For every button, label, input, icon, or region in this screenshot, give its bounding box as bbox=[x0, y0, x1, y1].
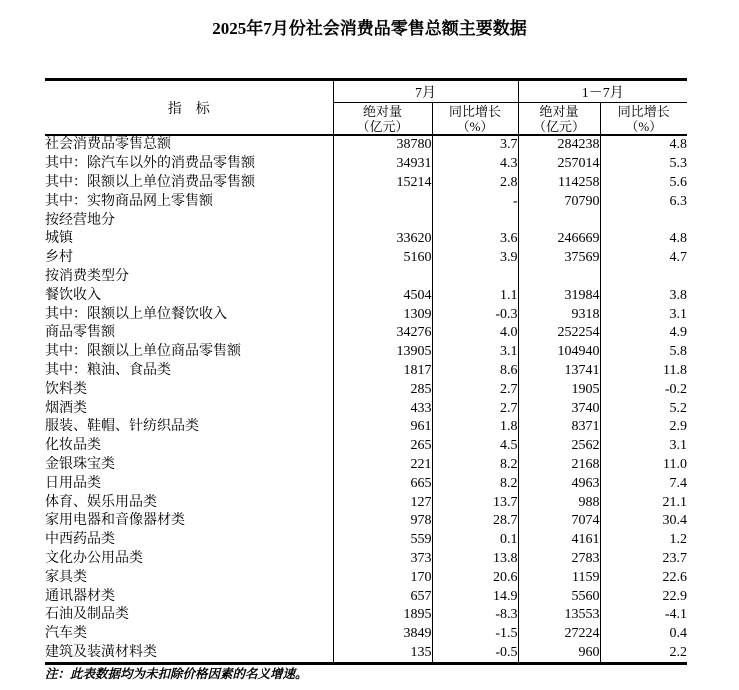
value-cell-jul-growth: -1.5 bbox=[432, 625, 518, 644]
table-row bbox=[45, 550, 687, 569]
value-cell-ytd-absolute: 988 bbox=[518, 493, 600, 512]
header-line: （%） bbox=[456, 118, 494, 134]
value-cell-jul-growth: 8.2 bbox=[432, 474, 518, 493]
value-cell-ytd-absolute bbox=[518, 268, 600, 287]
value-cell-jul-absolute: 13905 bbox=[333, 343, 432, 362]
value-cell-ytd-absolute: 8371 bbox=[518, 418, 600, 437]
table-row bbox=[45, 587, 687, 606]
value-cell-ytd-growth: 3.8 bbox=[600, 286, 687, 305]
value-cell-ytd-growth: 2.2 bbox=[600, 644, 687, 664]
value-cell-ytd-growth: 6.3 bbox=[600, 192, 687, 211]
value-cell-ytd-absolute: 1159 bbox=[518, 568, 600, 587]
value-cell-ytd-absolute: 960 bbox=[518, 644, 600, 664]
value-cell-jul-growth: 3.6 bbox=[432, 230, 518, 249]
value-cell-jul-growth: -0.3 bbox=[432, 305, 518, 324]
value-cell-ytd-absolute: 2562 bbox=[518, 437, 600, 456]
value-cell-jul-growth: 4.0 bbox=[432, 324, 518, 343]
table-row bbox=[45, 606, 687, 625]
indicator-cell: 化妆品类 bbox=[45, 438, 101, 454]
value-cell-ytd-absolute: 104940 bbox=[518, 343, 600, 362]
indicator-cell: 其中：粮油、食品类 bbox=[45, 362, 171, 378]
indicator-cell: 按经营地分 bbox=[45, 212, 115, 228]
value-cell-ytd-absolute: 13741 bbox=[518, 362, 600, 381]
value-cell-jul-growth: 3.1 bbox=[432, 343, 518, 362]
header-line: 同比增长 bbox=[448, 103, 501, 119]
table-row bbox=[45, 305, 687, 324]
table-row bbox=[45, 268, 687, 287]
table-row bbox=[45, 286, 687, 305]
table-row bbox=[45, 568, 687, 587]
header-line: （亿元） bbox=[356, 118, 409, 134]
value-cell-ytd-growth: 11.0 bbox=[600, 456, 687, 475]
value-cell-ytd-absolute: 2168 bbox=[518, 456, 600, 475]
table-row bbox=[45, 456, 687, 475]
value-cell-jul-absolute: 665 bbox=[333, 474, 432, 493]
value-cell-jul-absolute: 221 bbox=[333, 456, 432, 475]
header-line: （亿元） bbox=[532, 118, 585, 134]
value-cell-jul-absolute: 170 bbox=[333, 568, 432, 587]
indicator-cell: 中西药品类 bbox=[45, 532, 115, 548]
value-cell-ytd-growth: -0.2 bbox=[600, 380, 687, 399]
indicator-cell: 石油及制品类 bbox=[45, 607, 129, 623]
value-cell-ytd-absolute: 7074 bbox=[518, 512, 600, 531]
indicator-cell: 商品零售额 bbox=[45, 325, 115, 341]
value-cell-ytd-absolute: 5560 bbox=[518, 587, 600, 606]
value-cell-jul-absolute bbox=[333, 268, 432, 287]
indicator-cell: 服装、鞋帽、针纺织品类 bbox=[45, 419, 199, 435]
value-cell-jul-absolute: 265 bbox=[333, 437, 432, 456]
value-cell-jul-growth: -8.3 bbox=[432, 606, 518, 625]
value-cell-jul-growth: 8.6 bbox=[432, 362, 518, 381]
value-cell-ytd-growth: 3.1 bbox=[600, 437, 687, 456]
page-title: 2025年7月份社会消费品零售总额主要数据 bbox=[212, 19, 527, 38]
table-row bbox=[45, 192, 687, 211]
value-cell-ytd-absolute: 31984 bbox=[518, 286, 600, 305]
value-cell-jul-absolute: 38780 bbox=[333, 135, 432, 155]
table-row bbox=[45, 324, 687, 343]
value-cell-ytd-absolute: 70790 bbox=[518, 192, 600, 211]
value-cell-ytd-absolute: 3740 bbox=[518, 399, 600, 418]
value-cell-jul-growth: 3.7 bbox=[432, 135, 518, 155]
value-cell-jul-growth: 28.7 bbox=[432, 512, 518, 531]
value-cell-ytd-absolute: 37569 bbox=[518, 249, 600, 268]
value-cell-jul-growth: 13.8 bbox=[432, 550, 518, 569]
value-cell-jul-absolute: 34276 bbox=[333, 324, 432, 343]
indicator-cell: 其中：限额以上单位商品零售额 bbox=[45, 344, 241, 360]
value-cell-jul-absolute: 433 bbox=[333, 399, 432, 418]
indicator-cell: 金银珠宝类 bbox=[45, 456, 115, 472]
indicator-cell: 体育、娱乐用品类 bbox=[45, 494, 157, 510]
value-cell-ytd-absolute: 9318 bbox=[518, 305, 600, 324]
value-cell-ytd-growth: 5.3 bbox=[600, 155, 687, 174]
value-cell-ytd-absolute: 2783 bbox=[518, 550, 600, 569]
indicator-cell: 日用品类 bbox=[45, 475, 101, 491]
value-cell-ytd-growth: 30.4 bbox=[600, 512, 687, 531]
header-ytd-absolute bbox=[518, 103, 600, 136]
indicator-cell: 饮料类 bbox=[45, 381, 87, 397]
header-indicator: 指 标 bbox=[45, 80, 333, 136]
value-cell-jul-growth: - bbox=[432, 192, 518, 211]
retail-sales-table bbox=[45, 78, 687, 665]
value-cell-jul-growth bbox=[432, 268, 518, 287]
value-cell-ytd-growth: 5.2 bbox=[600, 399, 687, 418]
indicator-cell: 乡村 bbox=[45, 250, 73, 266]
value-cell-jul-absolute: 33620 bbox=[333, 230, 432, 249]
value-cell-jul-absolute: 3849 bbox=[333, 625, 432, 644]
value-cell-ytd-growth bbox=[600, 268, 687, 287]
table-row bbox=[45, 644, 687, 664]
value-cell-ytd-absolute: 1905 bbox=[518, 380, 600, 399]
table-row bbox=[45, 493, 687, 512]
value-cell-jul-growth: 1.1 bbox=[432, 286, 518, 305]
value-cell-ytd-growth: 5.6 bbox=[600, 174, 687, 193]
value-cell-ytd-growth: 3.1 bbox=[600, 305, 687, 324]
value-cell-jul-growth: 2.7 bbox=[432, 399, 518, 418]
value-cell-ytd-growth: 4.8 bbox=[600, 135, 687, 155]
value-cell-jul-absolute: 127 bbox=[333, 493, 432, 512]
value-cell-ytd-growth: 1.2 bbox=[600, 531, 687, 550]
footnote: 注：此表数据均为未扣除价格因素的名义增速。 bbox=[45, 667, 308, 681]
value-cell-jul-absolute: 285 bbox=[333, 380, 432, 399]
value-cell-ytd-absolute: 27224 bbox=[518, 625, 600, 644]
indicator-cell: 汽车类 bbox=[45, 626, 87, 642]
value-cell-jul-absolute: 657 bbox=[333, 587, 432, 606]
header-line: 同比增长 bbox=[617, 103, 670, 119]
indicator-cell: 城镇 bbox=[45, 231, 73, 247]
value-cell-ytd-absolute bbox=[518, 211, 600, 230]
indicator-cell: 按消费类型分 bbox=[45, 268, 129, 284]
value-cell-jul-absolute: 1817 bbox=[333, 362, 432, 381]
table-row bbox=[45, 174, 687, 193]
value-cell-jul-growth: 8.2 bbox=[432, 456, 518, 475]
value-cell-ytd-absolute: 13553 bbox=[518, 606, 600, 625]
table-row bbox=[45, 230, 687, 249]
table-row bbox=[45, 380, 687, 399]
value-cell-jul-growth: -0.5 bbox=[432, 644, 518, 664]
value-cell-jul-growth: 14.9 bbox=[432, 587, 518, 606]
value-cell-jul-absolute: 4504 bbox=[333, 286, 432, 305]
header-july: 7月 bbox=[333, 80, 518, 103]
value-cell-jul-absolute: 5160 bbox=[333, 249, 432, 268]
table-row bbox=[45, 625, 687, 644]
indicator-cell: 家具类 bbox=[45, 569, 87, 585]
table-row bbox=[45, 249, 687, 268]
value-cell-ytd-growth: 11.8 bbox=[600, 362, 687, 381]
value-cell-ytd-growth: 0.4 bbox=[600, 625, 687, 644]
value-cell-ytd-growth: 22.6 bbox=[600, 568, 687, 587]
header-line: 绝对量 bbox=[362, 103, 402, 119]
value-cell-jul-growth: 1.8 bbox=[432, 418, 518, 437]
table-row bbox=[45, 211, 687, 230]
value-cell-ytd-growth: 4.9 bbox=[600, 324, 687, 343]
value-cell-ytd-growth bbox=[600, 211, 687, 230]
header-ytd-growth bbox=[600, 103, 687, 136]
value-cell-ytd-absolute: 114258 bbox=[518, 174, 600, 193]
value-cell-ytd-growth: 5.8 bbox=[600, 343, 687, 362]
table-row bbox=[45, 135, 687, 155]
value-cell-ytd-growth: 22.9 bbox=[600, 587, 687, 606]
value-cell-jul-absolute: 1309 bbox=[333, 305, 432, 324]
indicator-cell: 其中：实物商品网上零售额 bbox=[45, 193, 213, 209]
table-row bbox=[45, 343, 687, 362]
table-row bbox=[45, 155, 687, 174]
value-cell-ytd-growth: 4.7 bbox=[600, 249, 687, 268]
indicator-cell: 家用电器和音像器材类 bbox=[45, 513, 185, 529]
value-cell-jul-absolute: 15214 bbox=[333, 174, 432, 193]
value-cell-ytd-absolute: 4963 bbox=[518, 474, 600, 493]
value-cell-jul-absolute: 34931 bbox=[333, 155, 432, 174]
value-cell-ytd-growth: -4.1 bbox=[600, 606, 687, 625]
value-cell-jul-growth: 20.6 bbox=[432, 568, 518, 587]
indicator-cell: 通讯器材类 bbox=[45, 588, 115, 604]
value-cell-ytd-absolute: 252254 bbox=[518, 324, 600, 343]
indicator-cell: 餐饮收入 bbox=[45, 287, 101, 303]
value-cell-jul-growth: 4.3 bbox=[432, 155, 518, 174]
table-row bbox=[45, 531, 687, 550]
value-cell-jul-growth: 2.7 bbox=[432, 380, 518, 399]
value-cell-jul-growth: 2.8 bbox=[432, 174, 518, 193]
table-row bbox=[45, 474, 687, 493]
value-cell-ytd-absolute: 4161 bbox=[518, 531, 600, 550]
table-row bbox=[45, 437, 687, 456]
value-cell-jul-growth bbox=[432, 211, 518, 230]
header-jul-growth bbox=[432, 103, 518, 136]
indicator-cell: 其中：限额以上单位餐饮收入 bbox=[45, 306, 227, 322]
value-cell-jul-absolute: 559 bbox=[333, 531, 432, 550]
value-cell-jul-absolute: 373 bbox=[333, 550, 432, 569]
value-cell-jul-absolute bbox=[333, 211, 432, 230]
indicator-cell: 建筑及装潢材料类 bbox=[45, 644, 157, 660]
value-cell-jul-absolute: 978 bbox=[333, 512, 432, 531]
indicator-cell: 文化办公用品类 bbox=[45, 550, 143, 566]
data-table bbox=[45, 78, 687, 665]
header-row-groups bbox=[45, 80, 687, 103]
value-cell-jul-growth: 3.9 bbox=[432, 249, 518, 268]
value-cell-ytd-growth: 21.1 bbox=[600, 493, 687, 512]
header-jan-jul: 1－7月 bbox=[518, 80, 687, 103]
indicator-cell: 其中：除汽车以外的消费品零售额 bbox=[45, 156, 255, 172]
header-jul-absolute bbox=[333, 103, 432, 136]
indicator-cell: 社会消费品零售总额 bbox=[45, 137, 171, 153]
value-cell-ytd-absolute: 257014 bbox=[518, 155, 600, 174]
indicator-cell: 烟酒类 bbox=[45, 400, 87, 416]
value-cell-jul-growth: 4.5 bbox=[432, 437, 518, 456]
value-cell-jul-absolute bbox=[333, 192, 432, 211]
table-row bbox=[45, 399, 687, 418]
value-cell-jul-absolute: 135 bbox=[333, 644, 432, 664]
value-cell-ytd-growth: 23.7 bbox=[600, 550, 687, 569]
value-cell-ytd-absolute: 284238 bbox=[518, 135, 600, 155]
value-cell-ytd-growth: 7.4 bbox=[600, 474, 687, 493]
value-cell-jul-growth: 0.1 bbox=[432, 531, 518, 550]
header-line: 绝对量 bbox=[539, 103, 579, 119]
value-cell-jul-growth: 13.7 bbox=[432, 493, 518, 512]
value-cell-ytd-absolute: 246669 bbox=[518, 230, 600, 249]
value-cell-ytd-growth: 2.9 bbox=[600, 418, 687, 437]
table-row bbox=[45, 362, 687, 381]
value-cell-ytd-growth: 4.8 bbox=[600, 230, 687, 249]
table-row bbox=[45, 512, 687, 531]
indicator-cell: 其中：限额以上单位消费品零售额 bbox=[45, 174, 255, 190]
table-row bbox=[45, 418, 687, 437]
header-line: （%） bbox=[625, 118, 663, 134]
value-cell-jul-absolute: 961 bbox=[333, 418, 432, 437]
value-cell-jul-absolute: 1895 bbox=[333, 606, 432, 625]
